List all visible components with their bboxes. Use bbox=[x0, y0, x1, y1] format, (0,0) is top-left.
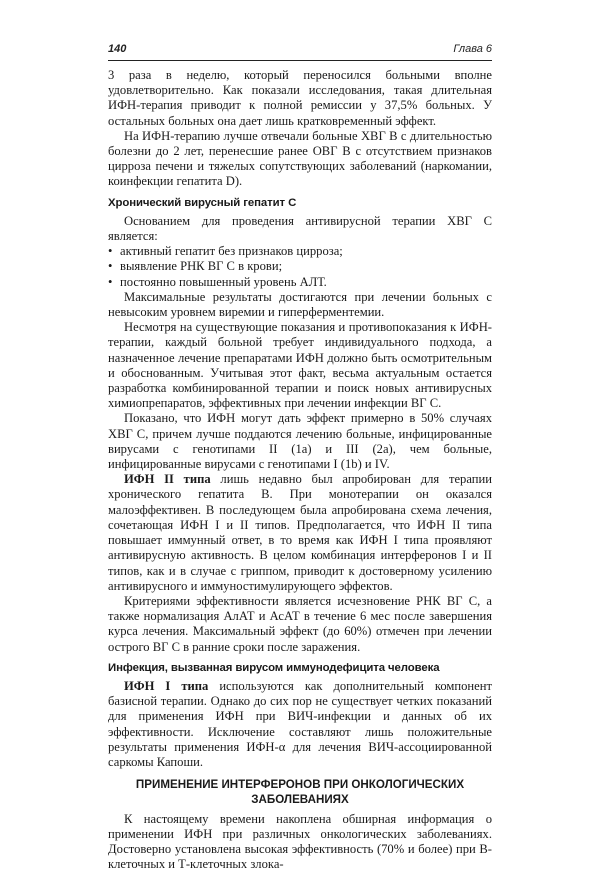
bullet-marker: • bbox=[108, 244, 113, 259]
paragraph-therapy-basis: Основанием для проведения антивирусной терапии ХВГ С является: bbox=[108, 213, 492, 244]
bullet-marker: • bbox=[108, 274, 113, 289]
paragraph-efficacy-criteria: Критериями эффективности является исчезновение РНК ВГ С, а также нормализация АлАТ и АсАТ в течение 6 мес после завершения курса лечения. Максимальный эффект (до 60%) отмечен при лечении острого ВГ С в ранние сроки после заражения. bbox=[108, 593, 492, 654]
paragraph-ifn-response: На ИФН-терапию лучше отвечали больные ХВГ В с длительностью болезни до 2 лет, перенесшие ранее ОВГ В с отсутствием признаков цирроза печени и тяжелых сопутствующих заболеваний (наркомании, коинфекции гепатита D). bbox=[108, 128, 492, 189]
paragraph-genotypes: Показано, что ИФН могут дать эффект примерно в 50% случаях ХВГ С, причем лучше поддаются лечению больные, инфицированные вирусами с генотипами II (1а) и III (2а), чем больные, инфицированные вирусами с генотипами I (1b) и IV. bbox=[108, 411, 492, 472]
page-header bbox=[108, 40, 492, 61]
list-item: • выявление РНК ВГ С в крови; bbox=[108, 259, 283, 274]
term-ifn-type-2: ИФН II типа bbox=[124, 472, 211, 487]
paragraph-ifn-type-2: ИФН II типа лишь недавно был апробирован для терапии хронического гепатита В. При монотерапии он оказался малоэффективен. В последующем была апробирована схема лечения, сочетающая ИФН I и II типов. Предполагается, что ИФН II типа повышает иммунный ответ, в то время как ИФН I типа проявляют антивирусную активность. В целом комбинация интерферонов I и II типов, как и в случае с гриппом, приводит к достоверному усилению антивирусного и иммуностимулирующего эффектов. bbox=[108, 472, 492, 593]
paragraph-max-results: Максимальные результаты достигаются при лечении больных с невысоким уровнем виремии и гиперферментемии. bbox=[108, 289, 492, 320]
term-ifn-type-1: ИФН I типа bbox=[124, 678, 209, 693]
chapter-title: Глава 6 bbox=[453, 43, 492, 55]
paragraph-hiv-therapy: ИФН I типа используются как дополнительный компонент базисной терапии. Однако до сих пор не существует четких показаний для применения ИФН при ВИЧ-инфекции и данных об их эффективности. Исключение составляют лишь положительные результаты применения ИФН-α для лечения ВИЧ-ассоциированной саркомы Капоши. bbox=[108, 678, 492, 769]
heading-chronic-hepatitis-c: Хронический вирусный гепатит С bbox=[108, 196, 297, 209]
page-number: 140 bbox=[108, 43, 127, 55]
page-body bbox=[108, 68, 492, 872]
paragraph-individual-approach: Несмотря на существующие показания и противопоказания к ИФН-терапии, каждый больной требует индивидуального подхода, а назначенное лечение препаратами ИФН должно быть осмотрительным и обоснованным. Учитывая этот факт, весьма актуальным остается разработка комбинированной терапии и поиск новых антивирусных химиопрепаратов, эффективных при лечении инфекции ВГ С. bbox=[108, 320, 492, 411]
section-heading-oncology: ПРИМЕНЕНИЕ ИНТЕРФЕРОНОВ ПРИ ОНКОЛОГИЧЕСКИХ ЗАБОЛЕВАНИЯХ bbox=[135, 778, 465, 807]
list-item: • постоянно повышенный уровень АЛТ. bbox=[108, 274, 327, 289]
paragraph-oncology: К настоящему времени накоплена обширная информация о применении ИФН при различных онкологических заболеваниях. Достоверно установлена высокая эффективность (70% и более) при В-клеточных и Т-клеточных злока- bbox=[108, 811, 492, 872]
heading-hiv-infection: Инфекция, вызванная вирусом иммунодефицита человека bbox=[108, 661, 440, 674]
indications-list bbox=[108, 244, 492, 290]
bullet-marker: • bbox=[108, 259, 113, 274]
list-item: • активный гепатит без признаков цирроза; bbox=[108, 244, 343, 259]
paragraph-continuation: 3 раза в неделю, который переносился больными вполне удовлетворительно. Как показали исследования, такая длительная ИФН-терапия приводит к полной ремиссии у 37,5% больных. У остальных больных она дает лишь кратковременный эффект. bbox=[108, 68, 492, 128]
